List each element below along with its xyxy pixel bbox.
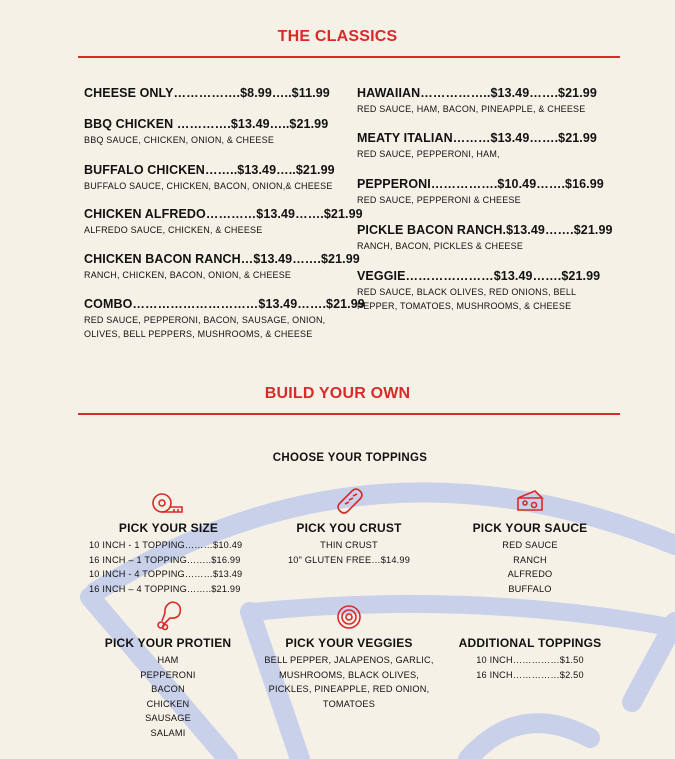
pick-protein-block — [95, 636, 241, 740]
veggie-option: BELL PEPPER, JALAPENOS, GARLIC, — [264, 655, 434, 665]
item-name: PICKLE BACON RANCH.$13.49…….$21.99 — [357, 223, 613, 237]
block-heading: ADDITIONAL TOPPINGS — [458, 636, 602, 650]
chicken-leg-icon — [152, 599, 184, 631]
item-description: RED SAUCE, PEPPERONI, HAM, — [357, 149, 500, 159]
item-description: BUFFALO SAUCE, CHICKEN, BACON, ONION,& CHEESE — [84, 181, 333, 191]
pick-size-block — [86, 521, 251, 596]
menu-item — [357, 269, 601, 313]
item-description: BBQ SAUCE, CHICKEN, ONION, & CHEESE — [84, 135, 275, 145]
measuring-tape-icon — [150, 491, 186, 515]
additional-option: 16 INCH……………$2.50 — [476, 669, 584, 680]
size-option: 16 INCH – 4 TOPPING……..$21.99 — [89, 583, 241, 594]
sauce-option: RANCH — [513, 554, 547, 565]
classics-title: THE CLASSICS — [277, 28, 398, 45]
item-name: COMBO…………………………$13.49…….$21.99 — [84, 297, 365, 311]
item-name: HAWAIIAN……………..$13.49…….$21.99 — [357, 86, 597, 100]
protein-option: PEPPERONI — [140, 669, 196, 680]
item-name: VEGGIE…………………$13.49…….$21.99 — [357, 269, 601, 283]
item-description: RED SAUCE, PEPPERONI, BACON, SAUSAGE, ONION, OLIVES, BELL PEPPERS, MUSHROOMS, & CHEESE — [84, 315, 326, 339]
veggie-option: PICKLES, PINEAPPLE, RED ONION, — [268, 684, 430, 694]
toppings-subtitle: CHOOSE YOUR TOPPINGS — [272, 452, 428, 464]
sauce-option: ALFREDO — [507, 569, 553, 579]
block-heading: PICK YOUR VEGGIES — [285, 636, 413, 650]
menu-item — [84, 163, 354, 193]
item-name: CHEESE ONLY…………….$8.99…..$11.99 — [84, 86, 330, 100]
additional-toppings-block — [458, 636, 602, 682]
menu-item — [357, 177, 617, 207]
menu-item — [84, 297, 365, 341]
item-name: MEATY ITALIAN………$13.49…….$21.99 — [357, 131, 597, 145]
menu-item — [357, 131, 617, 161]
crust-option: 10" GLUTEN FREE…$14.99 — [287, 554, 411, 565]
additional-option: 10 INCH……………$1.50 — [476, 655, 584, 665]
pick-veggies-block — [264, 636, 434, 711]
block-heading: PICK YOUR SAUCE — [472, 521, 588, 535]
item-description: RED SAUCE, HAM, BACON, PINEAPPLE, & CHEESE — [357, 104, 586, 114]
classics-divider — [78, 56, 620, 58]
build-divider — [78, 413, 620, 415]
size-option: 10 INCH - 1 TOPPING………$10.49 — [89, 540, 243, 550]
item-description: RANCH, CHICKEN, BACON, ONION, & CHEESE — [84, 270, 292, 280]
menu-item — [357, 223, 617, 253]
menu-item — [84, 252, 360, 282]
item-name: CHICKEN BACON RANCH…$13.49…….$21.99 — [84, 252, 360, 266]
menu-item — [84, 207, 363, 237]
protein-option: SALAMI — [150, 727, 186, 738]
crust-option: THIN CRUST — [320, 540, 378, 550]
bread-icon — [334, 487, 364, 517]
item-description: RANCH, BACON, PICKLES & CHEESE — [357, 241, 524, 251]
veggie-option: MUSHROOMS, BLACK OLIVES, — [278, 669, 420, 680]
item-name: CHICKEN ALFREDO…………$13.49…….$21.99 — [84, 207, 363, 221]
item-description: RED SAUCE, BLACK OLIVES, RED ONIONS, BELL PEPPER, TOMATOES, MUSHROOMS, & CHEESE — [357, 287, 576, 311]
build-title: BUILD YOUR OWN — [264, 385, 411, 402]
protein-option: BACON — [151, 684, 185, 694]
block-heading: PICK YOUR PROTIEN — [104, 636, 232, 650]
block-heading: PICK YOU CRUST — [296, 521, 402, 535]
size-option: 10 INCH - 4 TOPPING………$13.49 — [89, 569, 243, 579]
sauce-option: RED SAUCE — [502, 540, 558, 550]
menu-item — [84, 86, 330, 100]
pick-crust-block — [274, 521, 424, 567]
protein-option: SAUSAGE — [145, 713, 191, 723]
item-description: RED SAUCE, PEPPERONI & CHEESE — [357, 195, 521, 205]
menu-item — [84, 117, 354, 147]
protein-option: CHICKEN — [146, 698, 190, 709]
veggie-option: TOMATOES — [322, 698, 376, 709]
size-option: 16 INCH – 1 TOPPING……..$16.99 — [89, 554, 241, 565]
block-heading: PICK YOUR SIZE — [118, 521, 219, 535]
item-name: PEPPERONI…………….$10.49…….$16.99 — [357, 177, 604, 191]
onion-icon — [334, 602, 364, 632]
cheese-icon — [515, 488, 545, 514]
menu-item — [357, 86, 617, 116]
protein-option: HAM — [157, 655, 179, 665]
item-description: ALFREDO SAUCE, CHICKEN, & CHEESE — [84, 225, 263, 235]
item-name: BUFFALO CHICKEN……..$13.49…..$21.99 — [84, 163, 335, 177]
sauce-option: BUFFALO — [508, 583, 552, 594]
item-name: BBQ CHICKEN ………….$13.49…..$21.99 — [84, 117, 329, 131]
pick-sauce-block — [460, 521, 600, 596]
